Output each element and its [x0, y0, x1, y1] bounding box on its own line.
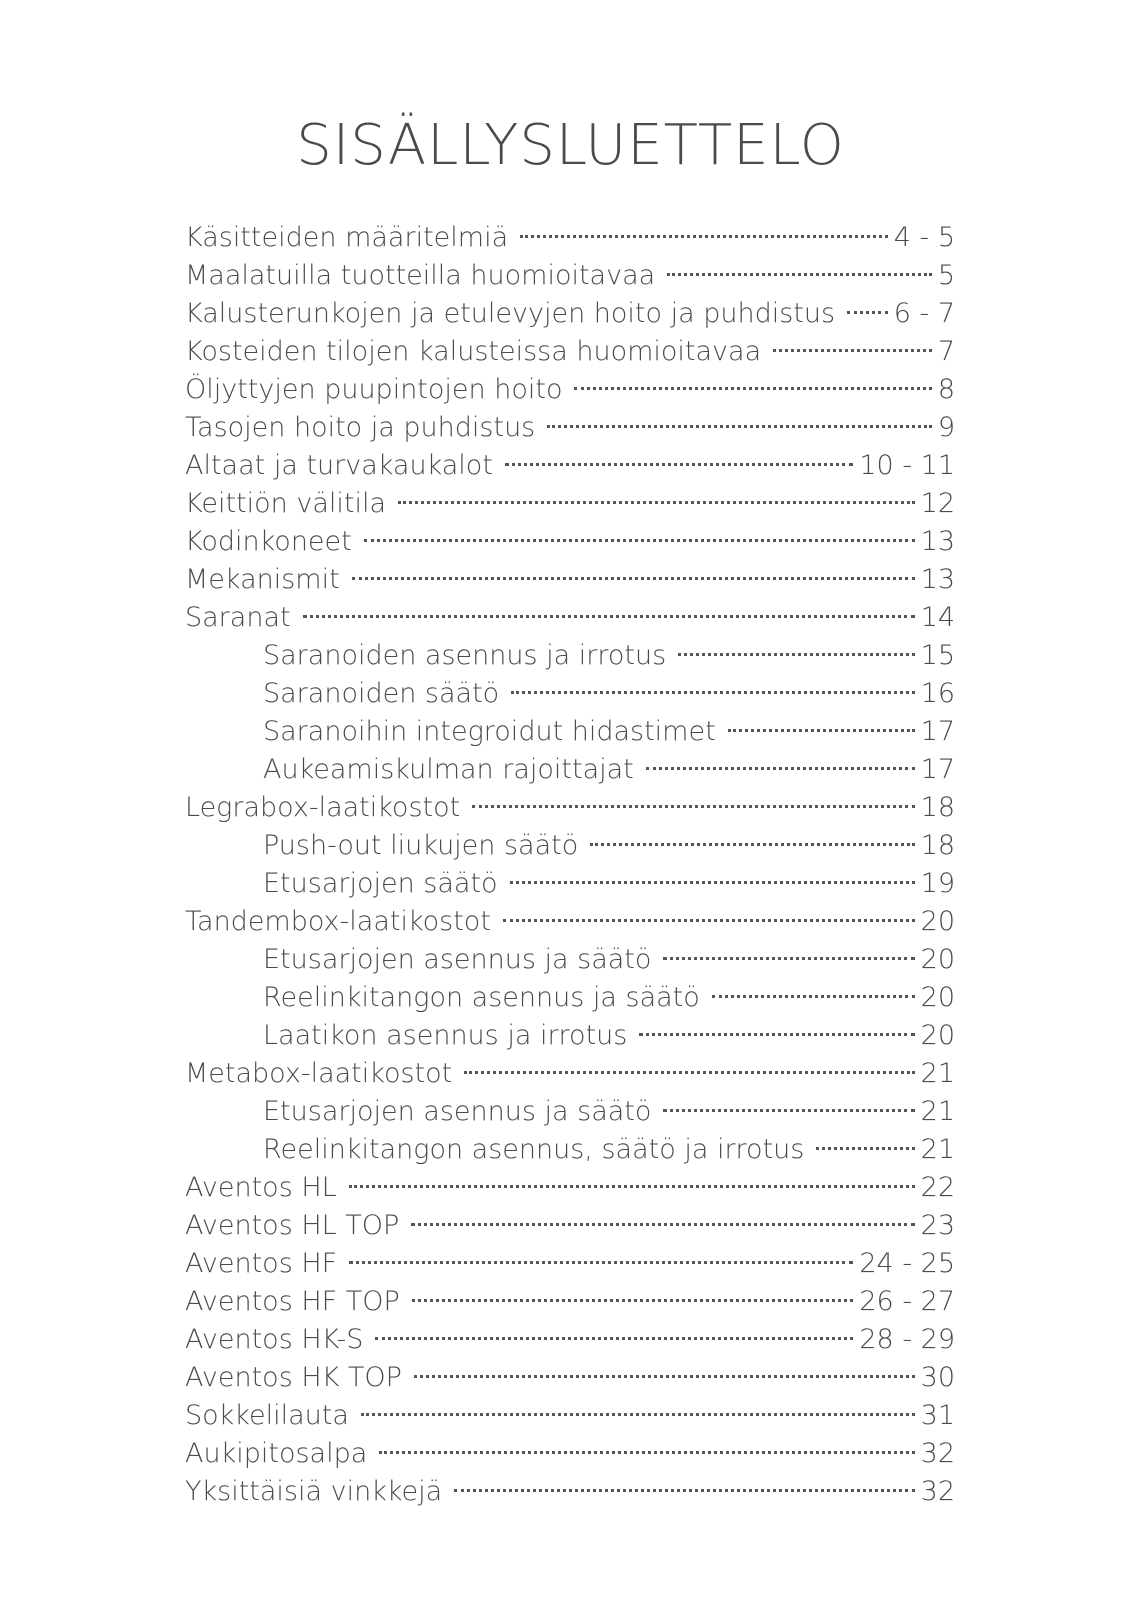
dot-leader: [472, 778, 914, 816]
page-title: SISÄLLYSLUETTELO: [296, 113, 845, 178]
dot-leader: [816, 1120, 914, 1158]
toc-entry-label: Push-out liukujen säätö: [263, 830, 579, 861]
dot-leader: [505, 436, 853, 474]
toc-entry-label: Aventos HF TOP: [185, 1286, 400, 1317]
toc-entry-page-number: 20: [920, 982, 955, 1013]
toc-entry-page-number: 10 - 11: [859, 450, 955, 481]
toc-entry-page-number: 21: [920, 1058, 955, 1089]
toc-entry-label: Etusarjojen asennus ja säätö: [263, 1096, 652, 1127]
toc-entry-page-number: 8: [937, 374, 955, 405]
toc-entry-label: Aukeamiskulman rajoittajat: [263, 754, 634, 785]
dot-leader: [773, 322, 932, 360]
toc-entry-page-number: 21: [920, 1134, 955, 1165]
toc-entry-page-number: 30: [920, 1362, 955, 1393]
toc-entry-label: Reelinkitangon asennus ja säätö: [263, 982, 700, 1013]
toc-entry-page-number: 24 - 25: [859, 1248, 955, 1279]
toc-entry-page-number: 18: [920, 830, 955, 861]
toc-entry-page-number: 13: [920, 564, 955, 595]
toc-entry-label: Aventos HK TOP: [185, 1362, 402, 1393]
toc-entry-page-number: 32: [920, 1438, 955, 1469]
toc-entry-label: Metabox-laatikostot: [185, 1058, 453, 1089]
dot-leader: [728, 702, 915, 740]
toc-entry-label: Kosteiden tilojen kalusteissa huomioitavaa: [185, 336, 762, 367]
toc-entry-label: Tasojen hoito ja puhdistus: [185, 412, 536, 443]
table-of-contents: [185, 208, 955, 1507]
toc-entry-label: Aventos HL: [185, 1172, 337, 1203]
toc-entry-page-number: 6 - 7: [893, 298, 955, 329]
toc-entry-label: Kalusterunkojen ja etulevyjen hoito ja puhdistus: [185, 298, 836, 329]
toc-entry-page-number: 7: [937, 336, 955, 367]
toc-entry-page-number: 19: [920, 868, 955, 899]
dot-leader: [352, 550, 915, 588]
toc-entry-label: Saranoiden säätö: [263, 678, 500, 709]
toc-entry-page-number: 5: [937, 260, 955, 291]
dot-leader: [361, 1386, 915, 1424]
toc-entry-page-number: 20: [920, 906, 955, 937]
dot-leader: [411, 1196, 914, 1234]
toc-entry-page-number: 22: [920, 1172, 955, 1203]
toc-entry-label: Aventos HL TOP: [185, 1210, 400, 1241]
toc-entry-label: Legrabox-laatikostot: [185, 792, 461, 823]
toc-entry-page-number: 21: [920, 1096, 955, 1127]
dot-leader: [364, 512, 915, 550]
toc-entry-label: Laatikon asennus ja irrotus: [263, 1020, 628, 1051]
toc-entry-label: Saranoihin integroidut hidastimet: [263, 716, 716, 747]
dot-leader: [510, 854, 915, 892]
dot-leader: [303, 588, 915, 626]
toc-entry-label: Öljyttyjen puupintojen hoito: [185, 374, 563, 405]
dot-leader: [511, 664, 914, 702]
toc-entry-page-number: 14: [920, 602, 955, 633]
toc-entry-page-number: 17: [920, 754, 955, 785]
dot-leader: [464, 1044, 914, 1082]
dot-leader: [375, 1310, 853, 1348]
dot-leader: [412, 1272, 854, 1310]
dot-leader: [646, 740, 915, 778]
toc-entry-page-number: 23: [920, 1210, 955, 1241]
dot-leader: [349, 1234, 853, 1272]
dot-leader: [667, 246, 932, 284]
dot-leader: [398, 474, 915, 512]
dot-leader: [574, 360, 931, 398]
dot-leader: [639, 1006, 914, 1044]
toc-entry-label: Etusarjojen asennus ja säätö: [263, 944, 652, 975]
toc-entry-label: Aventos HF: [185, 1248, 338, 1279]
toc-entry-page-number: 17: [920, 716, 955, 747]
toc-entry-page-number: 18: [920, 792, 955, 823]
toc-entry-label: Käsitteiden määritelmiä: [185, 222, 509, 253]
dot-leader: [847, 284, 888, 322]
toc-entry-label: Altaat ja turvakaukalot: [185, 450, 493, 481]
toc-entry-page-number: 31: [920, 1400, 955, 1431]
toc-entry-page-number: 4 - 5: [893, 222, 955, 253]
toc-entry-label: Tandembox-laatikostot: [185, 906, 491, 937]
toc-entry-label: Maalatuilla tuotteilla huomioitavaa: [185, 260, 656, 291]
toc-entry-label: Reelinkitangon asennus, säätö ja irrotus: [263, 1134, 805, 1165]
toc-entry-page-number: 26 - 27: [859, 1286, 955, 1317]
toc-entry-page-number: 12: [920, 488, 955, 519]
toc-entry-label: Keittiön välitila: [185, 488, 387, 519]
dot-leader: [349, 1158, 915, 1196]
toc-entry-label: Saranoiden asennus ja irrotus: [263, 640, 667, 671]
toc-entry-label: Yksittäisiä vinkkejä: [185, 1476, 443, 1507]
toc-entry-page-number: 16: [920, 678, 955, 709]
toc-entry-label: Aventos HK-S: [185, 1324, 364, 1355]
dot-leader: [520, 208, 888, 246]
toc-entry-page-number: 20: [920, 944, 955, 975]
dot-leader: [414, 1348, 915, 1386]
toc-entry-label: Kodinkoneet: [185, 526, 352, 557]
toc-entry-page-number: 15: [920, 640, 955, 671]
dot-leader: [379, 1424, 914, 1462]
dot-leader: [454, 1462, 914, 1500]
toc-entry[interactable]: [185, 208, 955, 253]
toc-entry-label: Etusarjojen säätö: [263, 868, 498, 899]
toc-entry-page-number: 9: [937, 412, 955, 443]
dot-leader: [712, 968, 915, 1006]
toc-entry-label: Mekanismit: [185, 564, 340, 595]
dot-leader: [590, 816, 914, 854]
dot-leader: [663, 930, 914, 968]
toc-entry-label: Saranat: [185, 602, 291, 633]
toc-entry-label: Aukipitosalpa: [185, 1438, 368, 1469]
toc-entry-label: Sokkelilauta: [185, 1400, 349, 1431]
toc-entry-page-number: 20: [920, 1020, 955, 1051]
dot-leader: [678, 626, 914, 664]
toc-entry-page-number: 28 - 29: [859, 1324, 955, 1355]
dot-leader: [663, 1082, 914, 1120]
dot-leader: [547, 398, 932, 436]
dot-leader: [503, 892, 915, 930]
toc-entry-page-number: 13: [920, 526, 955, 557]
toc-entry-page-number: 32: [920, 1476, 955, 1507]
